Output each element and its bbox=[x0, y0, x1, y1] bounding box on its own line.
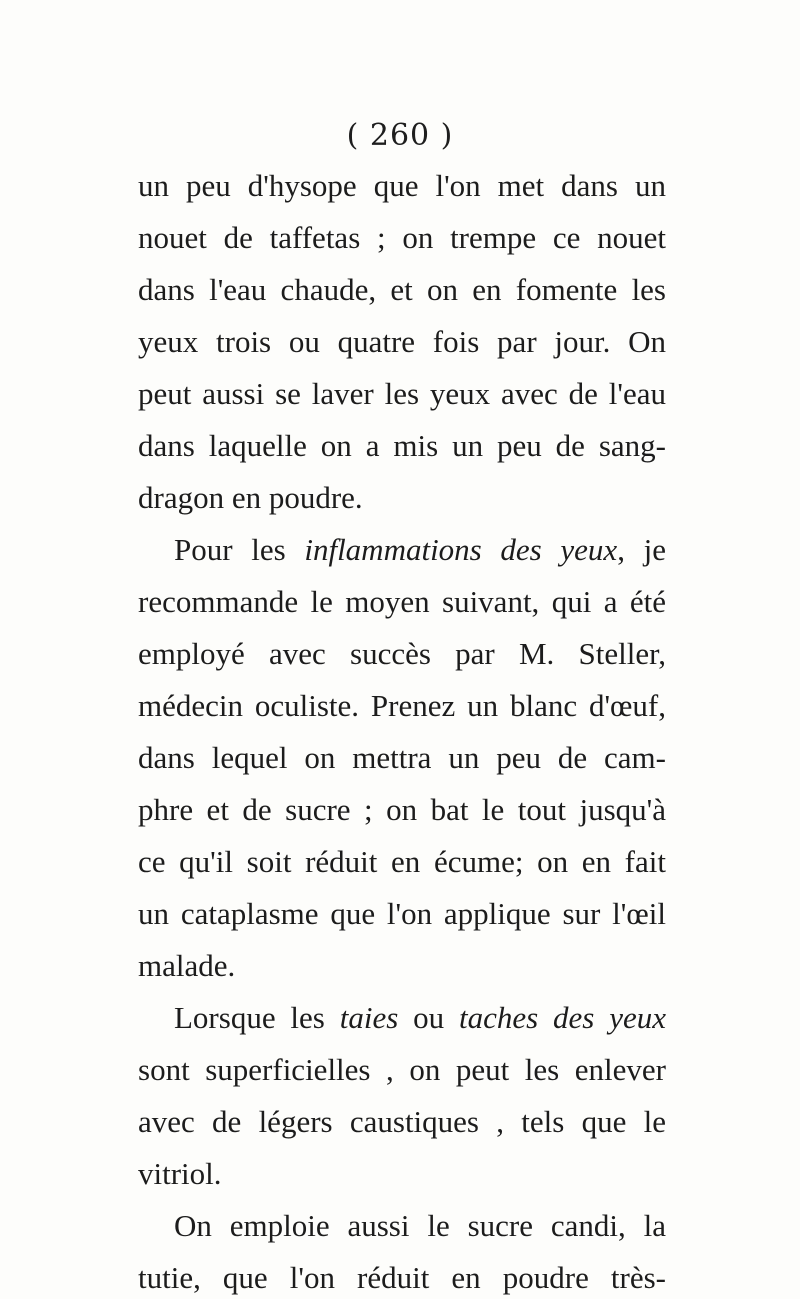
text-line: nouet de taffetas ; on trempe ce nouet bbox=[138, 220, 666, 255]
text-line: sont superficielles , on peut les enlever bbox=[138, 1052, 666, 1087]
text-segment: ou bbox=[398, 1000, 459, 1035]
text-line: un peu d'hysope que l'on met dans un bbox=[138, 168, 666, 203]
body-text bbox=[138, 160, 666, 1304]
italic-phrase: taies bbox=[339, 1000, 399, 1035]
text-line: dans laquelle on a mis un peu de sang- bbox=[138, 428, 666, 463]
text-line bbox=[138, 524, 666, 576]
text-line: dans l'eau chaude, et on en fomente les bbox=[138, 272, 666, 307]
italic-phrase: inflammations des yeux bbox=[304, 532, 618, 567]
text-segment: Pour les bbox=[174, 532, 305, 567]
text-line: malade. bbox=[138, 948, 236, 983]
text-line: dans lequel on mettra un peu de cam- bbox=[138, 740, 666, 775]
text-line: peut aussi se laver les yeux avec de l'eau bbox=[138, 376, 666, 411]
text-line: vitriol. bbox=[138, 1156, 222, 1191]
page-number: ( 260 ) bbox=[346, 118, 454, 153]
text-segment: , je bbox=[617, 532, 666, 567]
text-line: dragon en poudre. bbox=[138, 480, 363, 515]
text-line: phre et de sucre ; on bat le tout jusqu'à bbox=[138, 792, 666, 827]
text-line: recommande le moyen suivant, qui a été bbox=[138, 584, 666, 619]
text-line: médecin oculiste. Prenez un blanc d'œuf, bbox=[138, 688, 666, 723]
italic-phrase: taches des yeux bbox=[459, 1000, 666, 1035]
text-line: ce qu'il soit réduit en écume; on en fait bbox=[138, 844, 666, 879]
text-line bbox=[138, 992, 666, 1044]
text-line: yeux trois ou quatre fois par jour. On bbox=[138, 324, 666, 359]
text-line: avec de légers caustiques , tels que le bbox=[138, 1104, 666, 1139]
text-segment: Lorsque les bbox=[174, 1000, 340, 1035]
text-line: employé avec succès par M. Steller, bbox=[138, 636, 666, 671]
text-line: un cataplasme que l'on applique sur l'œil bbox=[138, 896, 666, 931]
text-line: On emploie aussi le sucre candi, la bbox=[174, 1208, 666, 1243]
text-line: tutie, que l'on réduit en poudre très- bbox=[138, 1260, 666, 1295]
